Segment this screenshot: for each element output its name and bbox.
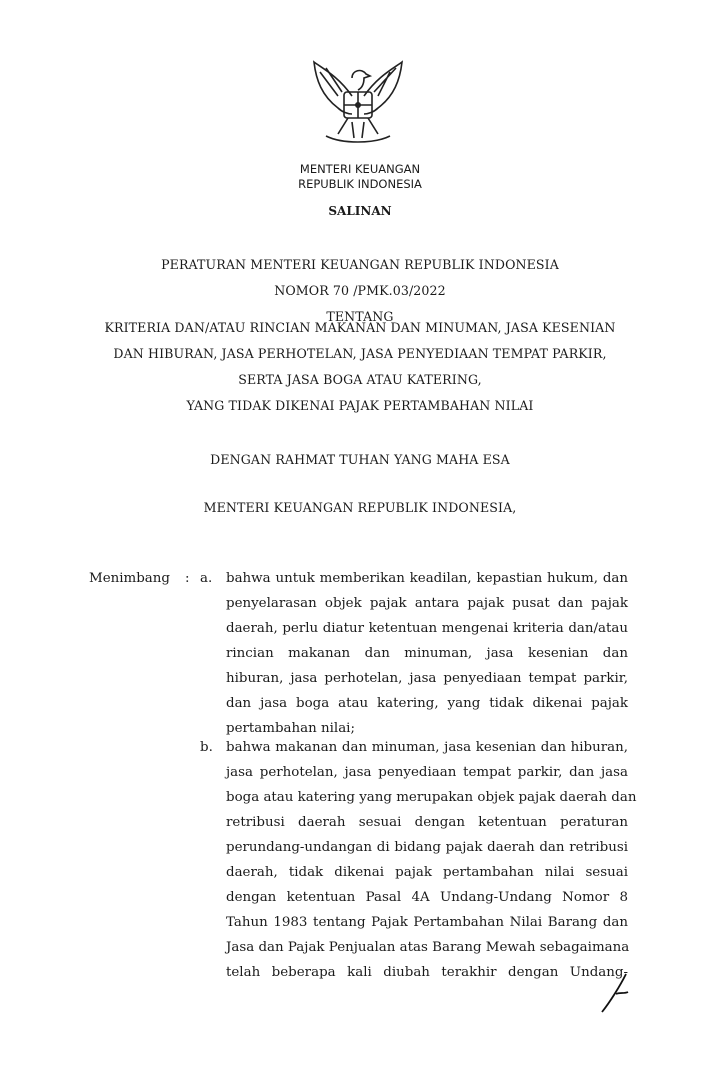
item-b-line: retribusi daerah sesuai dengan ketentuan peraturan	[226, 815, 628, 830]
item-a-line: penyelarasan objek pajak antara pajak pusat dan pajak	[226, 596, 628, 611]
item-a-line: daerah, perlu diatur ketentuan mengenai kriteria dan/atau	[226, 621, 628, 636]
item-b-line: Tahun 1983 tentang Pajak Pertambahan Nilai Barang dan	[226, 915, 628, 930]
letterhead-line1: MENTERI KEUANGAN	[299, 162, 421, 176]
initial-paraf-icon	[598, 972, 634, 1016]
letterhead-line2: REPUBLIK INDONESIA	[298, 177, 422, 191]
considering-label: Menimbang	[89, 571, 170, 586]
item-b-line: telah beberapa kali diubah terakhir dengan Undang-	[226, 965, 628, 980]
regulation-title: PERATURAN MENTERI KEUANGAN REPUBLIK INDONESIA	[161, 257, 559, 272]
item-b-marker: b.	[200, 740, 213, 755]
item-a-line: hiburan, jasa perhotelan, jasa penyediaan tempat parkir,	[226, 671, 628, 686]
item-a-line: bahwa untuk memberikan keadilan, kepastian hukum, dan	[226, 571, 628, 586]
regulation-subject-4: YANG TIDAK DIKENAI PAJAK PERTAMBAHAN NILAI	[186, 398, 534, 413]
regulation-number: NOMOR 70 /PMK.03/2022	[274, 283, 446, 298]
item-a-line: dan jasa boga atau katering, yang tidak dikenai pajak	[226, 696, 628, 711]
item-b-line: jasa perhotelan, jasa penyediaan tempat parkir, dan jasa	[226, 765, 628, 780]
regulation-subject-1: KRITERIA DAN/ATAU RINCIAN MAKANAN DAN MINUMAN, JASA KESENIAN	[104, 320, 616, 335]
regulation-subject-3: SERTA JASA BOGA ATAU KATERING,	[238, 372, 482, 387]
item-b-line: dengan ketentuan Pasal 4A Undang-Undang Nomor 8	[226, 890, 628, 905]
garuda-emblem-icon	[308, 56, 408, 156]
item-a-marker: a.	[200, 571, 213, 586]
item-a-line: pertambahan nilai;	[226, 721, 355, 736]
item-a-line: rincian makanan dan minuman, jasa kesenian dan	[226, 646, 628, 661]
item-b-line: bahwa makanan dan minuman, jasa kesenian dan hiburan,	[226, 740, 628, 755]
authority: MENTERI KEUANGAN REPUBLIK INDONESIA,	[203, 500, 517, 515]
item-b-line: boga atau katering yang merupakan objek pajak daerah dan	[226, 790, 637, 805]
invocation: DENGAN RAHMAT TUHAN YANG MAHA ESA	[210, 452, 510, 467]
item-b-line: perundang-undangan di bidang pajak daerah dan retribusi	[226, 840, 628, 855]
salinan-stamp: SALINAN	[328, 204, 392, 218]
item-b-line: daerah, tidak dikenai pajak pertambahan nilai sesuai	[226, 865, 628, 880]
item-b-line: Jasa dan Pajak Penjualan atas Barang Mewah sebagaimana	[226, 940, 630, 955]
considering-colon: :	[185, 571, 190, 586]
regulation-tentang: TENTANG	[326, 309, 394, 324]
regulation-subject-2: DAN HIBURAN, JASA PERHOTELAN, JASA PENYEDIAAN TEMPAT PARKIR,	[113, 346, 607, 361]
